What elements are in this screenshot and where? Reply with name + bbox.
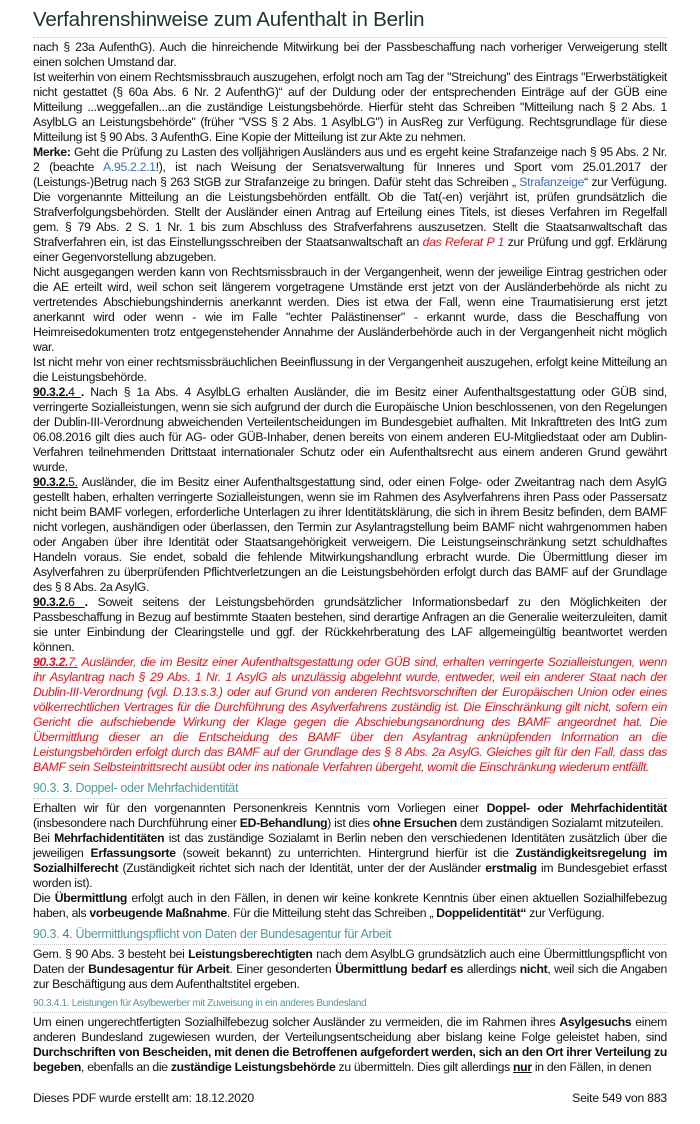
paragraph [33,40,667,70]
text-run: !), ist nach Weisung der Senatsverwaltung für Inneres und Sport vom 25.01.2017 der (Leistungs-)Betrug nach § 263 StGB zur Strafanzeige zu bringen. Dafür steht das Schreiben „ [33,160,667,189]
section-heading-prefix: 90.3. [33,781,63,795]
text-run: 7. [68,655,78,669]
text-run: (insbesondere nach Durchführung einer [33,816,240,830]
section-heading-text: Übermittlungspflicht von Daten der Bundesagentur für Arbeit [72,927,392,941]
text-run: “ zur Verfügung. Die vorgenannte Mitteilung an die Leistungsbehörden entfällt. Ob die Tat(-en) verjährt ist, prüfen grundsätzlich die Strafverfolgungsbehörden. Stellt der Ausländer einen Antrag auf Erteilung eines Titels, ist dieses Verfahren im Regelfall gem. § 79 Abs. 2 S. 1 Nr. 1 bis zum Abschluss des Strafverfahrens auszusetzen. Stellt die Staatsanwaltschaft das Strafverfahren ein, ist das Einstellungsschreiben der Staatsanwaltschaft an [33,175,667,249]
text-run: nach dem AsylbLG grundsätzlich auch eine Übermittlungspflicht von Daten der [33,947,668,976]
paragraph [33,355,667,385]
text-run: (soweit bekannt) zu unterrichten. Hintergrund hierfür ist die [175,846,516,860]
cross-reference-link[interactable]: Strafanzeige [519,175,585,189]
text-run: zur Verfügung. [526,906,605,920]
paragraph [33,831,667,891]
header-divider [33,37,667,38]
text-run: ohne Ersuchen [372,816,457,830]
text-run: ED-Behandlung [239,816,328,830]
page-footer [33,1075,667,1124]
text-run: Leistungsberechtigten [188,947,313,961]
text-run: , weil sich die Angaben zur Beschäftigung aus dem Aufenthaltstitel ergeben. [33,962,667,991]
text-run: dem zuständigen Sozialamt mitzuteilen. [456,816,664,830]
paragraph [33,655,667,775]
text-run: Bei [33,831,55,845]
text-run: einem anderen Bundesland zugewiesen wurden, der Verteilungsentscheidung aber bislang keine Folge geleistet haben, sind [33,1015,667,1044]
section-heading-prefix: 90.3. [33,927,63,941]
text-run: 90.3.2. [33,385,69,399]
text-run: zur Prüfung und ggf. Erklärung einer Gegenvorstellung abzugeben. [33,235,667,264]
section-heading-num: 4. [62,927,73,941]
text-run: . Einer gesonderten [229,962,336,976]
document-title: Verfahrenshinweise zum Aufenthalt in Berlin [33,8,425,31]
text-run: Zuständigkeitsregelung im Sozialhilferecht [33,846,668,875]
text-run: Doppelidentität“ [436,906,527,920]
text-run: Übermittlung [54,891,127,905]
paragraph [33,145,667,265]
text-run: zuständige Leistungsbehörde [170,1060,336,1074]
text-run: Übermittlung bedarf es [335,962,464,976]
text-run: 4 [68,385,81,399]
paragraph [33,801,667,831]
paragraph [33,891,667,921]
footer-created-date: Dieses PDF wurde erstellt am: 18.12.2020 [33,1091,254,1105]
text-run: Nicht ausgegangen werden kann von Rechtsmissbrauch in der Vergangenheit, wenn der jeweilige Eintrag gestrichen oder die AE erteilt wird, weil schon seit längerem vorgetragene Umstände erst jetzt von der Ausländerbehörde als nicht zu vertretendes Abschiebungshindernis anerkannt werden. Dies ist etwa der Fall, wenn eine Traumatisierung erst jetzt anerkannt wird oder wenn - wie im Falle "echter Palästinenser" - erkannt wurde, dass die Beschaffung von Heimreisedokumenten trotz entgegenstehender Annahme der Ausländerbehörde auch in der Vergangenheit nicht möglich war. [33,265,667,354]
text-run: Ist nicht mehr von einer rechtsmissbräuchlichen Beeinflussung in der Vergangenheit auszugehen, erfolgt keine Mitteilung an die Leistungsbehörde. [33,355,667,384]
document-page [33,0,667,1124]
subsection-heading: 90.3.4.1. Leistungen für Asylbewerber mit Zuweisung in ein anderes Bundesland [33,997,667,1013]
text-run: 90.3.2. [33,655,69,669]
text-run: nur [513,1060,532,1074]
text-run: Durchschriften von Bescheiden, mit denen die Betroffenen aufgefordert werden, sich an den Ort ihrer Verteilung zu begeben [33,1045,667,1074]
text-run: 6 [68,595,85,609]
text-run: Nach § 1a Abs. 4 AsylbLG erhalten Ausländer, die im Besitz einer Aufenthaltsgestattung oder GÜB sind, verringerte Sozialleistungen, wenn sie sich aufgrund der durch die Europäische Union beschlossenen, von den Regelungen der Dublin-III-Verordnung abweichenden Verteilentscheidungen im Bundesgebiet aufhalten. Mit Inkrafttreten des IntG zum 06.08.2016 gilt dies auch für AG- oder GÜB-Inhaber, denen bereits von einem anderen EU-Mitgliedstaat oder am Dublin-Verfahren teilnehmenden Drittstaat internationaler Schutz oder ein Aufenthaltsrecht aus einem anderen Grund gewährt wurde. [33,385,667,474]
paragraph [33,385,667,475]
text-run: allerdings [463,962,520,976]
section-heading [33,781,667,799]
document-body [33,40,667,1075]
text-run: Die [33,891,55,905]
paragraph [33,1015,667,1075]
text-run: 90.3.2. [33,595,69,609]
footer-page-number: Seite 549 von 883 [572,1091,667,1105]
text-run: das Referat P 1 [422,235,505,249]
paragraph [33,947,667,992]
text-run: in den Fällen, in denen [531,1060,652,1074]
text-run: vorbeugende Maßnahme [89,906,227,920]
text-run: . [80,385,91,399]
text-run: Ist weiterhin von einem Rechtsmissbrauch auszugehen, erfolgt noch am Tag der "Streichung" des Eintrags "Erwerbstätigkeit nicht gestattet (§ 60a Abs. 6 Nr. 2 AufenthG)“ auf der Duldung oder der entsprechenden Einträge auf der GÜB eine Mitteilung ...weggefallen...an die zuständige Leistungsbehörde. Hierfür steht das Schreiben "Mitteilung nach § 2 Abs. 1 AsylbLG an Leistungsbehörde" (früher "VSS § 2 Abs. 1 AsylbLG") in AusReg zur Verfügung. Rechtsgrundlage für diese Mitteilung ist § 90 Abs. 3 AufenthG. Eine Kopie der Mitteilung ist zur Akte zu nehmen. [33,70,667,144]
text-run: . Für die Mitteilung steht das Schreiben „ [226,906,437,920]
text-run: Ausländer, die im Besitz einer Aufenthaltsgestattung sind, oder einen Folge- oder Zweitantrag nach dem AsylG gestellt haben, erhalten verringerte Sozialleistungen, wenn sie im Rahmen des Asylverfahrens ihren Pass oder Passersatz nicht beim BAMF vorlegen, erforderliche Unterlagen zu ihrer Identitätsklärung, die sich in ihrem Besitz befinden, dem BAMF nicht vorlegen, aushändigen oder überlassen, den Termin zur Asylantragstellung beim BAMF nicht wahrgenommen haben oder Angaben über ihre Identität oder Staatsangehörigkeit verweigern. Die Leistungseinschränkung setzt schuldhaftes Handeln voraus. Sie endet, sobald die fehlende Mitwirkungshandlung erbracht wurde. Die Übermittlung dieser im Asylverfahren zu überprüfenden Pflichtverletzungen an die Leistungsbehörden erfolgt durch das BAMF auf der Grundlage des § 8 Abs. 2a AsylG. [33,475,667,594]
text-run: erstmalig [485,861,537,875]
text-run: , ebenfalls an die [81,1060,171,1074]
text-run: zu übermitteln. Dies gilt allerdings [335,1060,514,1074]
text-run: Asylgesuchs [559,1015,632,1029]
text-run: Soweit seitens der Leistungsbehörden grundsätzlicher Informationsbedarf zu den Möglichkeiten der Passbeschaffung in Bezug auf bestimmte Staaten bestehen, sind derartige Anfragen an die Generalie weiterzuleiten, damit sie unter Einbindung der Clearingstelle und ggf. der Rückkehrberatung des LAF allgemeingültig beantwortet werden können. [33,595,667,654]
paragraph [33,265,667,355]
text-run: Bundesagentur für Arbeit [88,962,230,976]
text-run: ) ist dies [327,816,373,830]
section-heading-text: Doppel- oder Mehrfachidentität [72,781,239,795]
text-run: Gem. § 90 Abs. 3 besteht bei [33,947,189,961]
paragraph [33,70,667,145]
text-run: 5. [68,475,78,489]
text-run: (Zuständigkeit richtet sich nach der Identität, unter der der Ausländer [118,861,486,875]
text-run: Erhalten wir für den vorgenannten Personenkreis Kenntnis vom Vorliegen einer [33,801,487,815]
text-run: Mehrfachidentitäten [54,831,165,845]
section-heading-num: 3. [62,781,73,795]
text-run: Merke: [33,145,71,159]
text-run: nach § 23a AufenthG). Auch die hinreichende Mitwirkung bei der Passbeschaffung nach vorheriger Verweigerung stellt einen solchen Umstand dar. [33,40,667,69]
text-run: erfolgt auch in den Fällen, in denen wir keine konkrete Kenntnis über einen aktuellen Sozialhilfebezug haben, als [33,891,667,920]
paragraph [33,595,667,655]
paragraph [33,475,667,595]
text-run: 90.3.2. [33,475,69,489]
text-run: Erfassungsorte [90,846,176,860]
text-run: Um einen ungerechtfertigten Sozialhilfebezug solcher Ausländer zu vermeiden, die im Rahmen ihres [33,1015,560,1029]
text-run: ist das zuständige Sozialamt in Berlin neben den verschiedenen Identitäten zusätzlich über die jeweiligen [33,831,667,860]
cross-reference-link[interactable]: A.95.2.2.1 [103,160,156,174]
text-run: Doppel- oder Mehrfachidentität [486,801,667,815]
text-run: im Bundesgebiet erfasst worden ist). [33,861,668,890]
text-run: Ausländer, die im Besitz einer Aufenthaltsgestattung oder GÜB sind, erhalten verringerte Sozialleistungen, wenn ihr Asylantrag nach § 29 Abs. 1 Nr. 1 AsylG als unzulässig abgelehnt wurde, entweder, weil ein anderer Staat nach der Dublin-III-Verordnung (vgl. D.13.s.3.) oder auf Grund von anderen Rechtsvorschriften der Europäischen Union oder eines völkerrechtlichen Vertrages für die Durchführung des Asylverfahrens zuständig ist. Die Einschränkung gilt nicht, sofern ein Gericht die aufschiebende Wirkung der Klage gegen die Abschiebungsanordnung des BAMF angeordnet hat. Die Übermittlung dieser an die Entscheidung des BAMF über den Asylantrag anknüpfenden Information an die Leistungsbehörden erfolgt durch das BAMF auf der Grundlage des § 8 Abs. 2a AsylG. Gleiches gilt für den Fall, dass das BAMF sein Selbsteintrittsrecht ausübt oder ins nationale Verfahren übergeht, womit die Einschränkung wiederum entfällt. [33,655,667,774]
text-run: nicht [519,962,548,976]
text-run: Geht die Prüfung zu Lasten des volljährigen Ausländers aus und es ergeht keine Strafanzeige nach § 95 Abs. 2 Nr. 2 (beachte [33,145,667,174]
section-heading [33,927,667,945]
text-run: . [84,595,98,609]
